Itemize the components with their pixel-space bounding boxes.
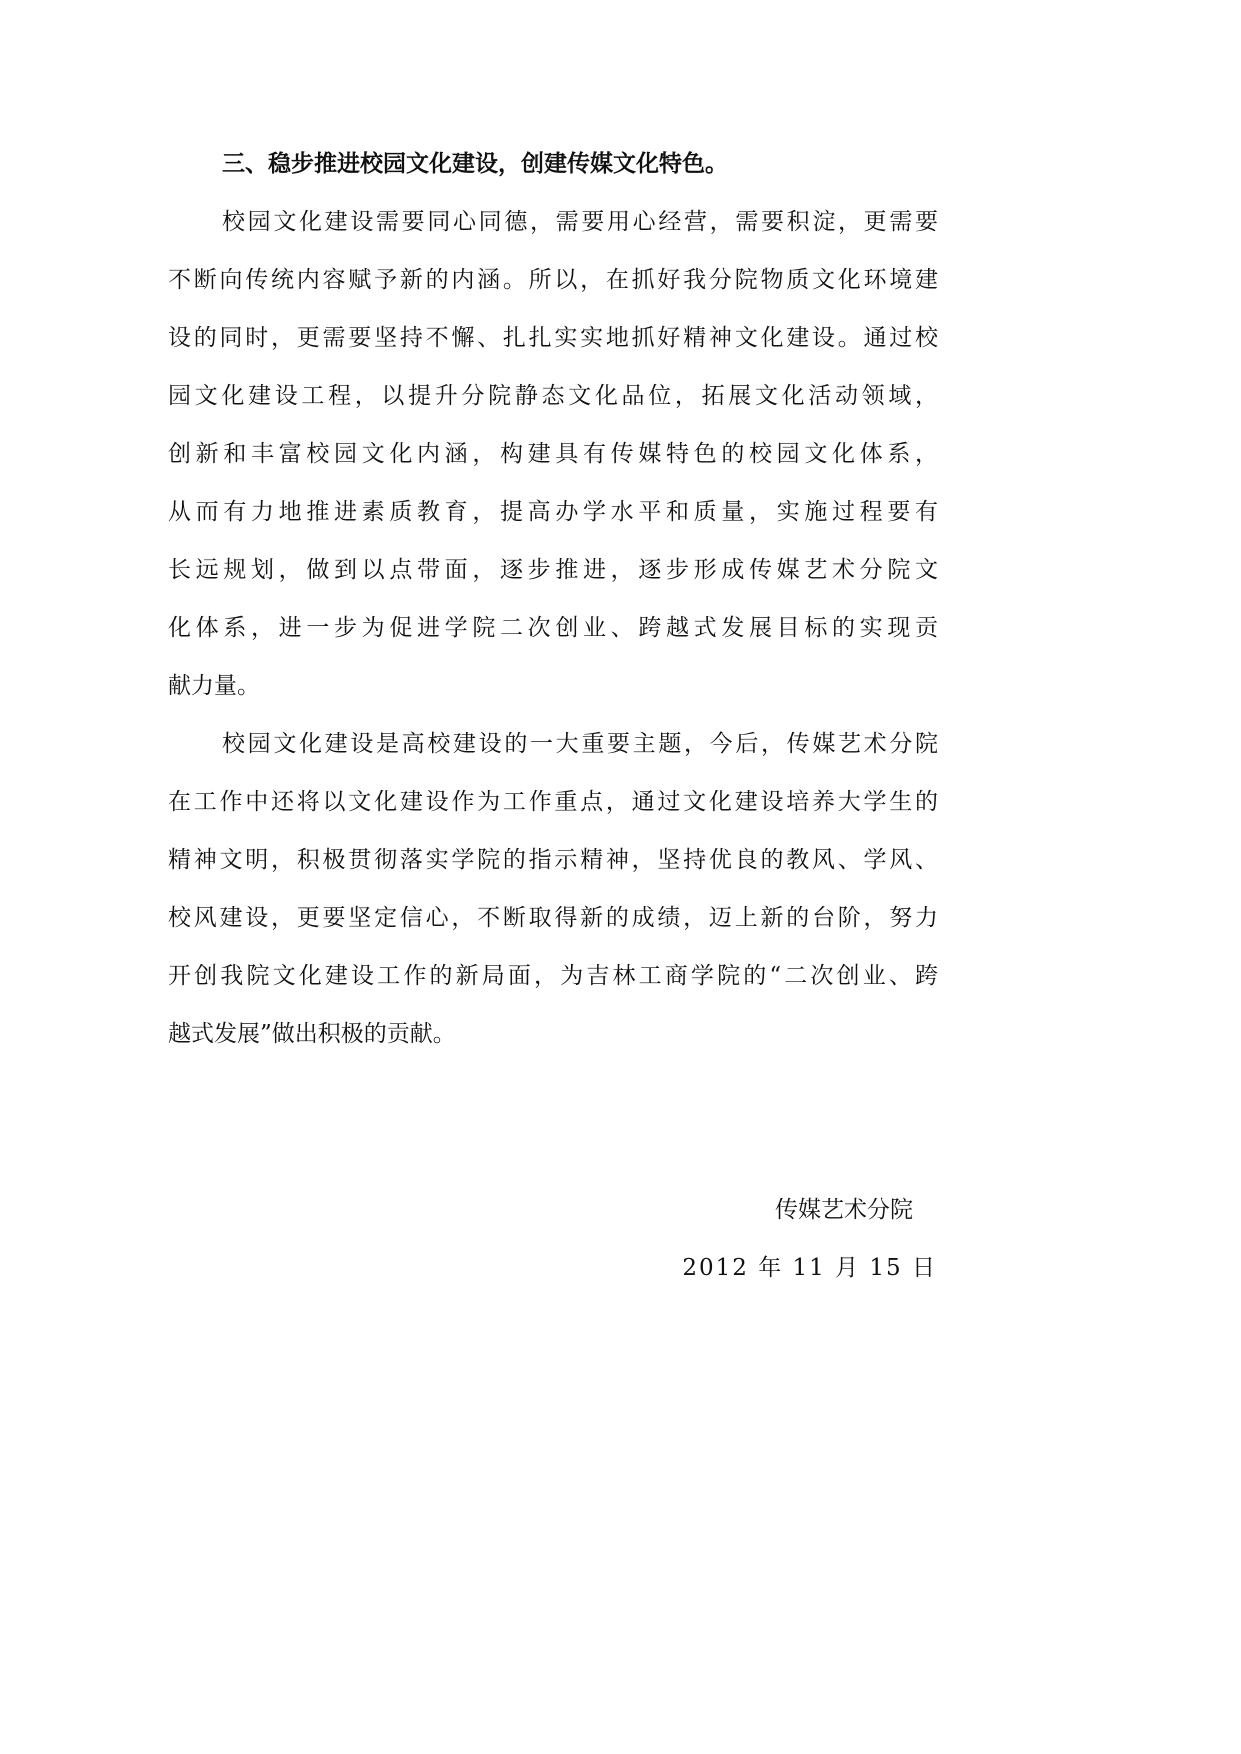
signature: 传媒艺术分院 (775, 1197, 913, 1223)
paragraph-1-line: 化体系，进一步为促进学院二次创业、跨越式发展目标的实现贡 (168, 615, 938, 641)
paragraph-1-line: 园文化建设工程，以提升分院静态文化品位，拓展文化活动领域， (168, 383, 938, 409)
paragraph-2-line: 越式发展”做出积极的贡献。 (168, 1021, 456, 1047)
paragraph-1-line: 献力量。 (168, 673, 260, 699)
paragraph-1-line: 设的同时，更需要坚持不懈、扎扎实实地抓好精神文化建设。通过校 (168, 325, 938, 351)
paragraph-2-line: 校风建设，更要坚定信心，不断取得新的成绩，迈上新的台阶，努力 (168, 905, 938, 931)
paragraph-1-line: 创新和丰富校园文化内涵，构建具有传媒特色的校园文化体系， (168, 441, 938, 467)
paragraph-2-line: 在工作中还将以文化建设作为工作重点，通过文化建设培养大学生的 (168, 789, 938, 815)
paragraph-1-line: 不断向传统内容赋予新的内涵。所以，在抓好我分院物质文化环境建 (168, 267, 938, 293)
paragraph-2-line: 精神文明，积极贯彻落实学院的指示精神，坚持优良的教风、学风、 (168, 847, 938, 873)
paragraph-1-line: 校园文化建设需要同心同德，需要用心经营，需要积淀，更需要 (222, 209, 938, 235)
date: 2012 年 11 月 15 日 (682, 1255, 937, 1281)
paragraph-1-line: 从而有力地推进素质教育，提高办学水平和质量，实施过程要有 (168, 499, 938, 525)
paragraph-2-line: 校园文化建设是高校建设的一大重要主题，今后，传媒艺术分院 (222, 731, 938, 757)
paragraph-1-line: 长远规划，做到以点带面，逐步推进，逐步形成传媒艺术分院文 (168, 557, 938, 583)
paragraph-2-line: 开创我院文化建设工作的新局面，为吉林工商学院的“二次创业、跨 (168, 963, 938, 989)
section-heading: 三、稳步推进校园文化建设，创建传媒文化特色。 (222, 150, 728, 177)
